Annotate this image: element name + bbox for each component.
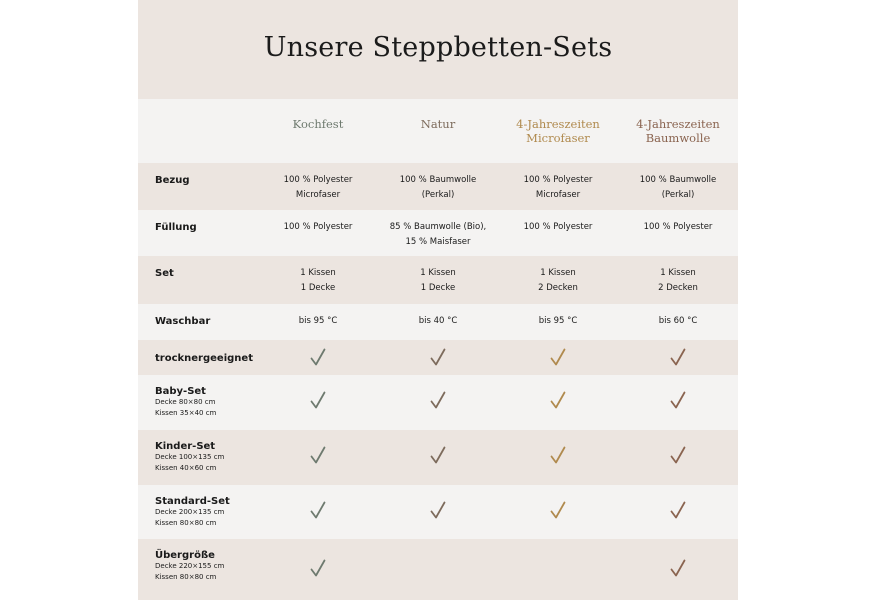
table-cell [618, 314, 738, 329]
check-cell [258, 501, 378, 523]
cell-text: 85 % Baumwolle (Bio), [389, 222, 487, 232]
cell-text: bis 60 °C [658, 316, 698, 326]
header-row [138, 99, 738, 163]
table-cell [378, 314, 498, 329]
row-sublabel: Decke 220×155 cm [155, 562, 225, 570]
table-cell [618, 220, 738, 235]
table-row [138, 340, 738, 375]
cell-text: 100 % Polyester [523, 222, 593, 232]
table-cell [618, 266, 738, 296]
cell-text: 1 Decke [300, 283, 336, 293]
check-cell [498, 446, 618, 468]
cell-text: 1 Kissen [300, 268, 336, 278]
row-sublabel: Decke 80×80 cm [155, 398, 216, 406]
check-icon [550, 348, 566, 366]
table-cell [498, 314, 618, 329]
cell-text: bis 40 °C [418, 316, 458, 326]
table-cell [498, 220, 618, 235]
row-label: Bezug [155, 175, 190, 186]
check-icon [310, 446, 326, 464]
comparison-panel [138, 0, 738, 600]
check-cell [618, 391, 738, 413]
table-row [138, 430, 738, 485]
cell-text: bis 95 °C [298, 316, 338, 326]
cell-text: 2 Decken [658, 283, 698, 293]
cell-text: bis 95 °C [538, 316, 578, 326]
table-cell [618, 173, 738, 203]
check-icon [670, 559, 686, 577]
check-cell [258, 559, 378, 581]
row-sublabel: Decke 100×135 cm [155, 453, 225, 461]
check-cell [498, 501, 618, 523]
column-header-line: 4-Jahreszeiten [516, 117, 600, 131]
cell-text: 100 % Baumwolle [639, 175, 717, 185]
cell-text: 100 % Polyester [283, 222, 353, 232]
row-sublabel: Kissen 35×40 cm [155, 409, 217, 417]
check-cell [378, 391, 498, 413]
check-icon [670, 501, 686, 519]
check-cell [378, 348, 498, 370]
table-row [138, 210, 738, 256]
row-label [155, 496, 230, 529]
row-sublabel: Decke 200×135 cm [155, 508, 225, 516]
table-cell [258, 314, 378, 329]
table-cell [498, 266, 618, 296]
check-icon [670, 348, 686, 366]
table-row [138, 304, 738, 340]
row-label [155, 550, 224, 583]
table-row [138, 163, 738, 210]
table-cell [258, 266, 378, 296]
column-header-line: Baumwolle [645, 131, 711, 145]
column-header: Natur [420, 117, 456, 131]
row-label-text: Standard-Set [155, 496, 230, 507]
row-label-text: trocknergeeignet [155, 353, 253, 364]
cell-text: 1 Decke [420, 283, 456, 293]
check-cell [498, 391, 618, 413]
table-row [138, 539, 738, 600]
cell-text: Microfaser [295, 190, 341, 200]
check-icon [310, 501, 326, 519]
table-row [138, 256, 738, 304]
column-header [618, 117, 738, 145]
column-header [498, 117, 618, 145]
column-header-line: 4-Jahreszeiten [636, 117, 720, 131]
cell-text: 1 Kissen [540, 268, 576, 278]
column-header-line: Microfaser [526, 131, 590, 145]
row-label: Waschbar [155, 316, 211, 327]
check-icon [550, 501, 566, 519]
check-icon [670, 391, 686, 409]
table-cell [498, 173, 618, 203]
cell-text: Microfaser [535, 190, 581, 200]
check-cell [618, 446, 738, 468]
check-cell [258, 348, 378, 370]
row-label-text: Übergröße [155, 550, 215, 561]
table-cell [258, 173, 378, 203]
check-cell [498, 348, 618, 370]
check-icon [430, 501, 446, 519]
row-sublabel: Kissen 80×80 cm [155, 573, 217, 581]
table-cell [378, 220, 498, 250]
check-icon [430, 391, 446, 409]
check-icon [430, 446, 446, 464]
row-label [155, 386, 216, 419]
check-icon [550, 391, 566, 409]
cell-text: 2 Decken [538, 283, 578, 293]
check-icon [550, 446, 566, 464]
check-cell [618, 348, 738, 370]
row-label: Set [155, 268, 174, 279]
row-label [155, 353, 253, 364]
check-cell [378, 501, 498, 523]
cell-text: 100 % Polyester [643, 222, 713, 232]
check-icon [310, 391, 326, 409]
table-row [138, 375, 738, 430]
table-row [138, 485, 738, 539]
row-sublabel: Kissen 40×60 cm [155, 464, 217, 472]
check-icon [430, 348, 446, 366]
table-cell [378, 173, 498, 203]
row-label [155, 441, 224, 474]
check-icon [310, 559, 326, 577]
check-cell [258, 446, 378, 468]
column-header: Kochfest [292, 117, 344, 131]
row-label-text: Kinder-Set [155, 441, 216, 452]
table-cell [258, 220, 378, 235]
row-label: Füllung [155, 222, 197, 233]
cell-text: 100 % Baumwolle [399, 175, 477, 185]
table-cell [378, 266, 498, 296]
cell-text: 100 % Polyester [523, 175, 593, 185]
check-cell [258, 391, 378, 413]
check-cell [618, 501, 738, 523]
title-band [138, 0, 738, 99]
row-label-text: Baby-Set [155, 386, 206, 397]
cell-text: 1 Kissen [420, 268, 456, 278]
page-title: Unsere Steppbetten-Sets [263, 32, 613, 63]
row-sublabel: Kissen 80×80 cm [155, 519, 217, 527]
check-icon [310, 348, 326, 366]
cell-text: (Perkal) [661, 190, 695, 200]
cell-text: 15 % Maisfaser [405, 237, 471, 247]
check-cell [618, 559, 738, 581]
cell-text: 100 % Polyester [283, 175, 353, 185]
cell-text: 1 Kissen [660, 268, 696, 278]
cell-text: (Perkal) [421, 190, 455, 200]
check-icon [670, 446, 686, 464]
check-cell [378, 446, 498, 468]
